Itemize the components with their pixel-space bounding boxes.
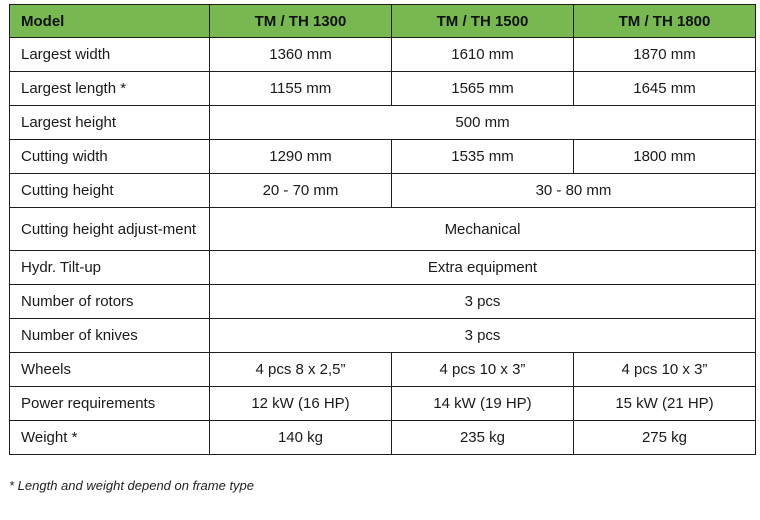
table-row — [10, 387, 756, 421]
table-row — [10, 174, 756, 208]
cell-value: 12 kW (16 HP) — [210, 387, 392, 421]
table-row — [10, 421, 756, 455]
row-label: Cutting height — [10, 174, 210, 208]
cell-value: 1290 mm — [210, 140, 392, 174]
table-header — [10, 5, 756, 38]
cell-value: 275 kg — [574, 421, 756, 455]
cell-value: 1360 mm — [210, 38, 392, 72]
row-label: Weight * — [10, 421, 210, 455]
table-body — [10, 38, 756, 455]
cell-value: 1155 mm — [210, 72, 392, 106]
cell-value: 15 kW (21 HP) — [574, 387, 756, 421]
spec-table — [9, 4, 756, 455]
row-label: Wheels — [10, 353, 210, 387]
cell-value-merged: 3 pcs — [210, 319, 756, 353]
cell-value: 4 pcs 10 x 3” — [392, 353, 574, 387]
header-model-1300: TM / TH 1300 — [210, 5, 392, 38]
table-row — [10, 208, 756, 251]
header-row — [10, 5, 756, 38]
row-label: Largest width — [10, 38, 210, 72]
row-label: Hydr. Tilt-up — [10, 251, 210, 285]
table-row — [10, 285, 756, 319]
cell-value: 1870 mm — [574, 38, 756, 72]
cell-value: 20 - 70 mm — [210, 174, 392, 208]
cell-value-merged: 500 mm — [210, 106, 756, 140]
cell-value-merged: 30 - 80 mm — [392, 174, 756, 208]
cell-value: 1535 mm — [392, 140, 574, 174]
cell-value: 14 kW (19 HP) — [392, 387, 574, 421]
cell-value: 1800 mm — [574, 140, 756, 174]
row-label: Largest height — [10, 106, 210, 140]
cell-value: 1610 mm — [392, 38, 574, 72]
footnote: * Length and weight depend on frame type — [9, 478, 255, 493]
header-model-1500: TM / TH 1500 — [392, 5, 574, 38]
cell-value-merged: Extra equipment — [210, 251, 756, 285]
table-row — [10, 72, 756, 106]
row-label: Power requirements — [10, 387, 210, 421]
cell-value: 1645 mm — [574, 72, 756, 106]
cell-value-merged: Mechanical — [210, 208, 756, 251]
cell-value: 4 pcs 10 x 3” — [574, 353, 756, 387]
row-label: Cutting height adjust-ment — [10, 208, 210, 251]
cell-value: 4 pcs 8 x 2,5” — [210, 353, 392, 387]
cell-value-merged: 3 pcs — [210, 285, 756, 319]
table-row — [10, 251, 756, 285]
header-model: Model — [10, 5, 210, 38]
table-row — [10, 353, 756, 387]
cell-value: 235 kg — [392, 421, 574, 455]
row-label: Number of knives — [10, 319, 210, 353]
row-label: Largest length * — [10, 72, 210, 106]
table-row — [10, 38, 756, 72]
row-label: Cutting width — [10, 140, 210, 174]
table-row — [10, 140, 756, 174]
table-row — [10, 106, 756, 140]
header-model-1800: TM / TH 1800 — [574, 5, 756, 38]
cell-value: 1565 mm — [392, 72, 574, 106]
row-label: Number of rotors — [10, 285, 210, 319]
table-row — [10, 319, 756, 353]
cell-value: 140 kg — [210, 421, 392, 455]
